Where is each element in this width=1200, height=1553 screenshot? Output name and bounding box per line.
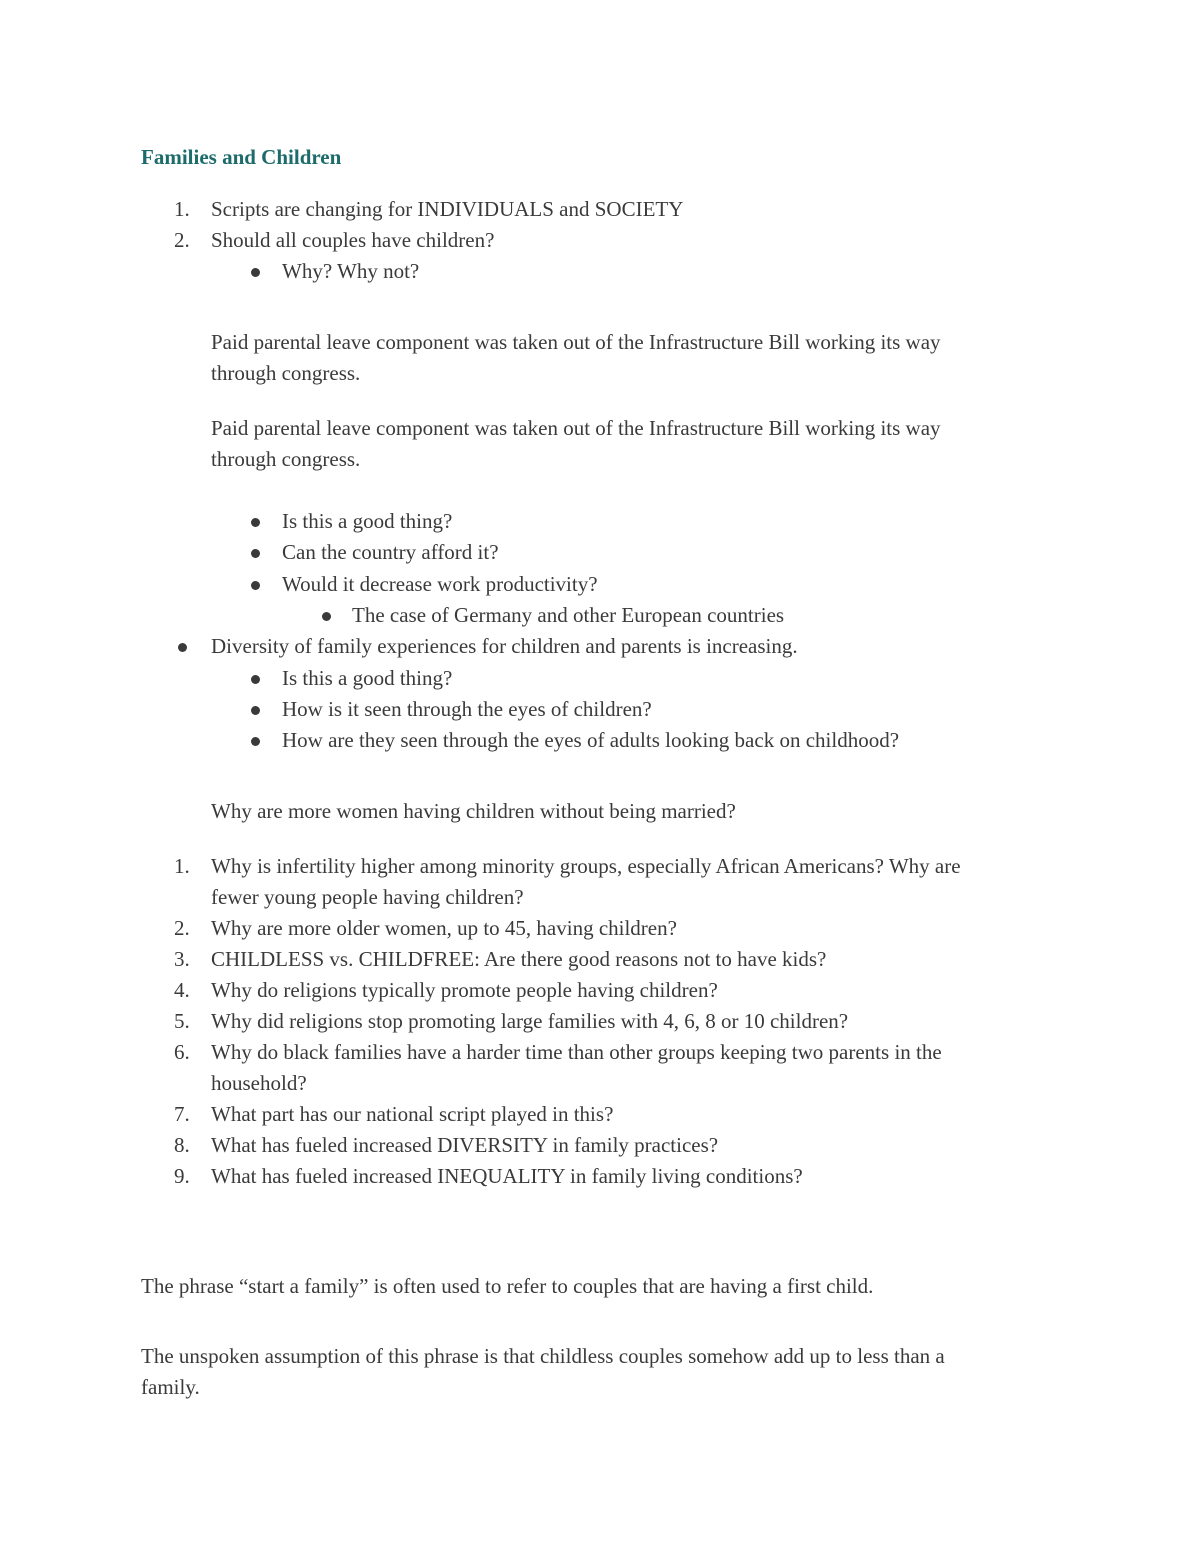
list-item: Can the country afford it? [282, 540, 499, 564]
list-item: Is this a good thing? [282, 666, 453, 690]
list-number: 2. [174, 228, 190, 252]
list-number: 1. [174, 854, 190, 878]
list-number: 8. [174, 1133, 190, 1157]
bullet-icon [178, 643, 187, 652]
list-item: How are they seen through the eyes of adults looking back on childhood? [282, 728, 900, 752]
bullet-icon [251, 518, 260, 527]
list-item: Why did religions stop promoting large families with 4, 6, 8 or 10 children? [211, 1009, 849, 1033]
list-item: Would it decrease work productivity? [282, 572, 598, 596]
list-item: Why is infertility higher among minority groups, especially African Americans? Why are [211, 854, 961, 878]
document-title: Families and Children [141, 145, 342, 169]
bullet-icon [251, 675, 260, 684]
list-item: Should all couples have children? [211, 228, 495, 252]
list-item: The case of Germany and other European countries [352, 603, 785, 627]
paragraph-line: Why are more women having children without being married? [211, 799, 736, 823]
list-item: Why? Why not? [282, 259, 420, 283]
list-number: 4. [174, 978, 190, 1002]
bullet-icon [251, 268, 260, 277]
list-item: What has fueled increased DIVERSITY in family practices? [211, 1133, 719, 1157]
list-item: CHILDLESS vs. CHILDFREE: Are there good reasons not to have kids? [211, 947, 827, 971]
bullet-icon [251, 737, 260, 746]
list-number: 3. [174, 947, 190, 971]
list-item: How is it seen through the eyes of children? [282, 697, 652, 721]
list-item: Why do religions typically promote people having children? [211, 978, 718, 1002]
list-item: What has fueled increased INEQUALITY in family living conditions? [211, 1164, 803, 1188]
list-item: Why are more older women, up to 45, having children? [211, 916, 677, 940]
list-item: Scripts are changing for INDIVIDUALS and SOCIETY [211, 197, 684, 221]
bullet-icon [251, 581, 260, 590]
list-item-continuation: household? [211, 1071, 307, 1095]
bullet-icon [251, 549, 260, 558]
list-number: 7. [174, 1102, 190, 1126]
paragraph-line: through congress. [211, 447, 361, 471]
list-item: Diversity of family experiences for children and parents is increasing. [211, 634, 798, 658]
list-number: 1. [174, 197, 190, 221]
list-number: 5. [174, 1009, 190, 1033]
paragraph-line: Paid parental leave component was taken out of the Infrastructure Bill working its way [211, 330, 941, 354]
paragraph-line: family. [141, 1375, 200, 1399]
list-number: 2. [174, 916, 190, 940]
paragraph-line: through congress. [211, 361, 361, 385]
bullet-icon [322, 612, 331, 621]
list-item: Why do black families have a harder time than other groups keeping two parents in the [211, 1040, 942, 1064]
paragraph-line: Paid parental leave component was taken out of the Infrastructure Bill working its way [211, 416, 941, 440]
list-number: 6. [174, 1040, 190, 1064]
list-item-continuation: fewer young people having children? [211, 885, 524, 909]
bullet-icon [251, 706, 260, 715]
paragraph-line: The unspoken assumption of this phrase is that childless couples somehow add up to less than a [141, 1344, 945, 1368]
list-number: 9. [174, 1164, 190, 1188]
paragraph-line: The phrase “start a family” is often used to refer to couples that are having a first child. [141, 1274, 874, 1298]
list-item: What part has our national script played in this? [211, 1102, 614, 1126]
list-item: Is this a good thing? [282, 509, 453, 533]
